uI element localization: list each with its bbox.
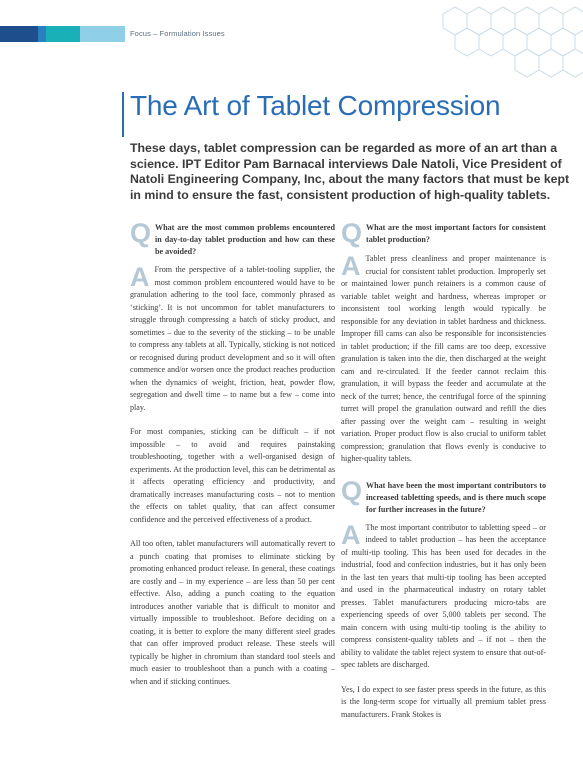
title-accent-rule [122,92,124,137]
answer-block [341,519,546,672]
question-block [341,220,546,247]
body-paragraph: Yes, I do expect to see faster press speeds in the future, as this is the long-term scope for virtually all premium tablet press manufacturers. Frank Stokes is [341,684,546,719]
question-text: What are the most common problems encountered in day-to-day tablet production and how can these be avoided? [155,223,335,256]
article-lede: These days, tablet compression can be regarded as more of an art than a science. IPT Editor Pam Barnacal interviews Dale Natoli, Vice President of Natoli Engineering Company, Inc, about the many factors that must be kept in mind to ensure the fast, consistent production of high-quality tablets. [130,141,570,202]
article-title: The Art of Tablet Compression [130,90,501,121]
q-dropcap: Q [341,218,363,248]
answer-block [341,253,546,466]
q-dropcap: Q [130,218,152,248]
header-color-bar [0,26,125,42]
color-block-teal [46,26,80,42]
a-dropcap: A [341,519,361,550]
color-block-navy [0,26,38,42]
section-label: Focus – Formulation Issues [130,29,225,38]
answer-block [130,264,335,414]
question-text: What have been the most important contributors to increased tabletting speeds, and is there much scope for further increases in the future? [366,480,546,514]
answer-paragraph: The most important contributor to tabletting speed – or indeed to tablet production – has been the acceptance of multi-tip tooling. This has been used for decades in the industrial, food and confection industries, but it has only been in the last ten years that multi-tip tooling has been accepted and used in the pharmaceutical industry on rotary tablet presses. Tablet manufacturers producing micro-tabs are experiencing speeds of over 5,000 tablets per second. The main concern with using multi-tip tooling is the ability to compress consistent-quality tablets and – if not – then the ability to validate the tablet reject system to ensure that out-of-spec tablets are discharged. [341,522,546,669]
question-text: What are the most important factors for consistent tablet production? [366,223,546,244]
color-block-light-blue [80,26,125,42]
hexagon-pattern-icon [423,0,583,80]
left-column [130,220,335,700]
a-dropcap: A [130,262,150,292]
right-column [341,220,546,733]
question-block [130,220,335,258]
body-paragraph: For most companies, sticking can be difficult – if not impossible – to avoid and requires painstaking troubleshooting, together with a well-organised design of experiments. At the production level, this can be detrimental as it affects operating efficiency and productivity, and dramatically increases manufacturing costs – not to mention the effects on tablet quality, that can affect consumer confidence and the perceived effectiveness of a product. [130,427,335,524]
question-block [341,475,546,516]
body-paragraph: All too often, tablet manufacturers will automatically revert to a punch coating that promises to eliminate sticking by promoting enhanced product release. In general, these coatings are costly and – in my experience – are less than 50 per cent effective. Also, adding a punch coating to the equation introduces another variable that is difficult to monitor and virtually impossible to troubleshoot. Before deciding on a coating, it is better to explore the many different steel grades that can offer improved product release. These steels will typically be higher in chromium than standard tool steels and much easier to troubleshoot than a punch with a coating – when and if sticking continues. [130,539,335,686]
answer-paragraph: Tablet press cleanliness and proper maintenance is crucial for consistent tablet production. Improperly set or maintained lower punch retainers is a common cause of variable tablet weight and hardness, whereas improper or inconsistent tool working length would typically be responsible for any deviation in tablet hardness and thickness. Improper fill cams can also be responsible for inconsistencies in tablet production; if the fill cams are too deep, excessive granulation is taken into the die, then discharged at the weight cam and re-circulated. If the feeder cannot reclaim this granulation, it will bypass the feeder and accumulate at the neck of the turret; hence, the centrifugal force of the spinning turret will propel the granulation outward and refill the dies after passing over the weight cam – resulting in weight variation. Proper product flow is also crucial to uniform tablet compression; granulation that flows evenly is conducive to higher-quality tablets. [341,254,546,463]
q-dropcap: Q [341,475,363,506]
a-dropcap: A [341,251,361,281]
answer-paragraph: From the perspective of a tablet-tooling supplier, the most common problem encountered would have to be granulation adhering to the tool face, commonly phrased as ‘sticking’. It is not uncommon for tablet manufacturers to struggle through compressing a batch of sticky product, and sometimes – due to the severity of the sticking – to be unable to compress any tablets at all. Typically, sticking is not noticed or recognised during product development and so it will often commence and/or worsen once the product reaches production when the dynamics of weight, friction, heat, powder flow, segregation and dwell time – to name but a few – come into play. [130,265,335,412]
color-block-blue [38,26,46,42]
